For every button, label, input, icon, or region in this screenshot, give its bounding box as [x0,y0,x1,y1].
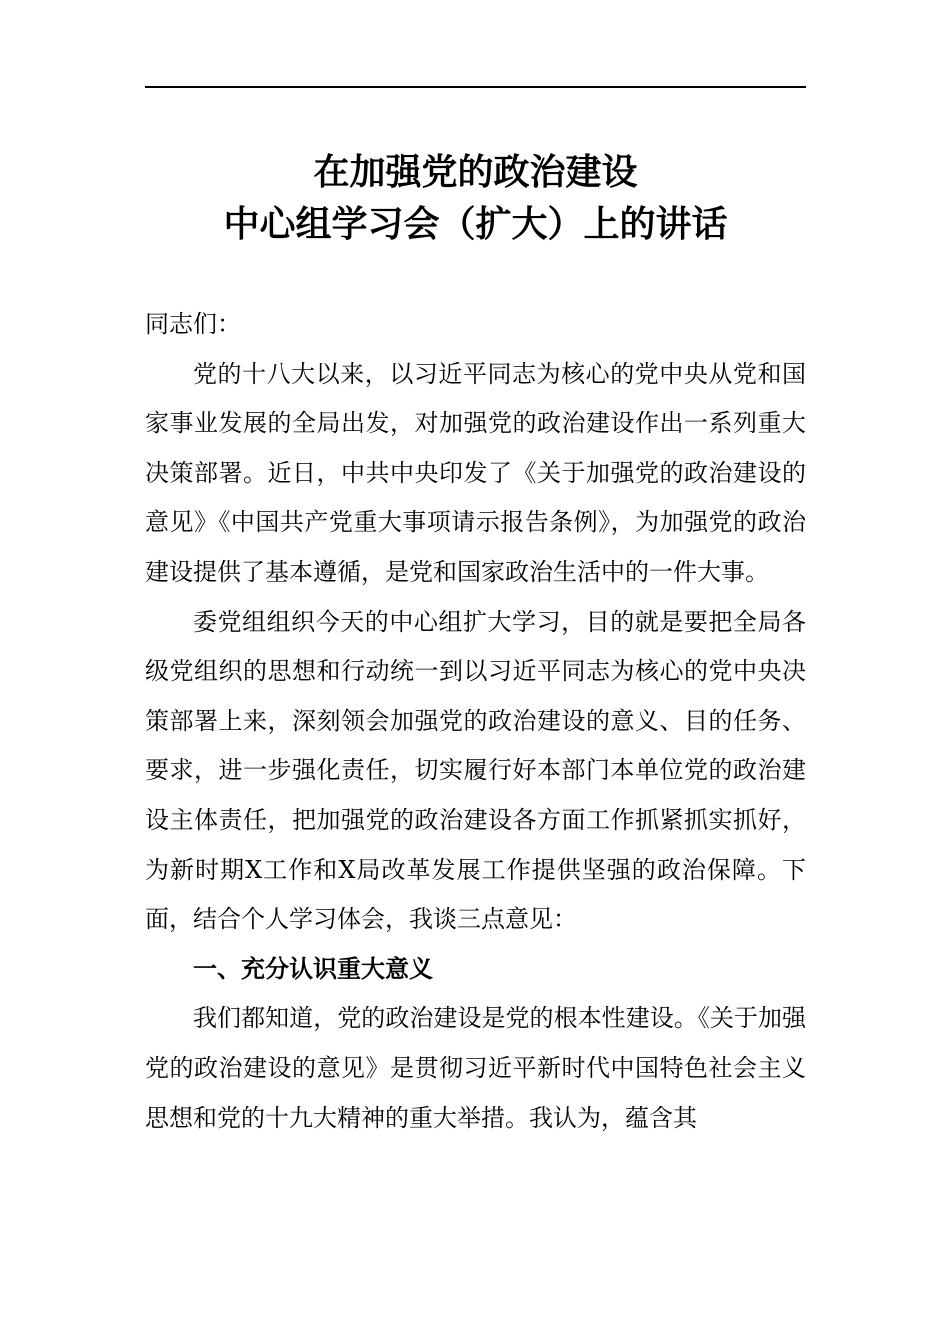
document-title [145,146,806,250]
section-heading-1: 一、充分认识重大意义 [193,954,433,983]
salutation: 同志们： [145,310,241,338]
header-rule [145,86,806,88]
paragraph-2: 委党组组织今天的中心组扩大学习，目的就是要把全局各级党组织的思想和行动统一到以习近平同志为核心的党中央决策部署上来，深刻领会加强党的政治建设的意义、目的任务、要求，进一步强化责任，切实履行好本部门本单位党的政治建设主体责任，把加强党的政治建设各方面工作抓紧抓实抓好，为新时期X工作和X局改革发展工作提供坚强的政治保障。下面，结合个人学习体会，我谈三点意见： [145,607,806,934]
document-body [145,300,806,1143]
paragraph-3: 我们都知道，党的政治建设是党的根本性建设。《关于加强党的政治建设的意见》是贯彻习近平新时代中国特色社会主义思想和党的十九大精神的重大举措。我认为，蕴含其 [145,1004,806,1132]
paragraph-1: 党的十八大以来，以习近平同志为核心的党中央从党和国家事业发展的全局出发，对加强党的政治建设作出一系列重大决策部署。近日，中共中央印发了《关于加强党的政治建设的意见》《中国共产党重大事项请示报告条例》，为加强党的政治建设提供了基本遵循，是党和国家政治生活中的一件大事。 [145,359,806,586]
title-line-2: 中心组学习会（扩大）上的讲话 [223,203,728,245]
title-line-1: 在加强党的政治建设 [313,151,638,193]
